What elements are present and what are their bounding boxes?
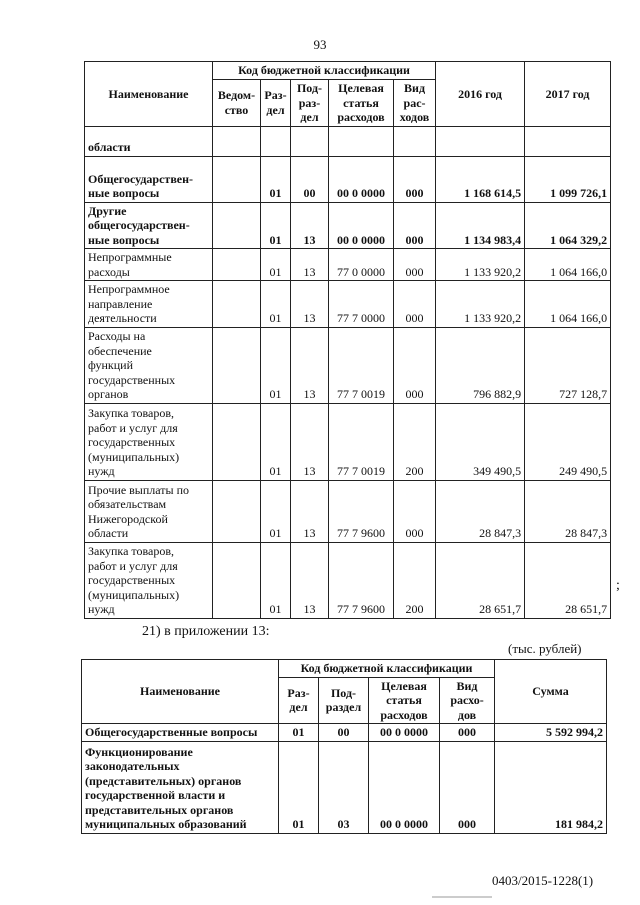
budget-table-2016-2017 [84,61,611,619]
page-number: 93 [313,37,327,52]
row-value-2016: 796 882,9 [436,327,525,403]
row-dept [213,480,261,542]
row-value-2016 [436,126,525,156]
row-name: Непрограммное направление деятельности [85,281,213,328]
header-code-group: Код бюджетной классификации [213,62,436,80]
row-dept [213,281,261,328]
row-value-2016: 1 168 614,5 [436,156,525,202]
row-dept [213,403,261,480]
t2-header-exp-type: Вид расхо- дов [440,677,495,724]
row-value-2017 [525,126,611,156]
row-subsection: 13 [291,327,329,403]
row-section: 01 [261,327,291,403]
row-target: 77 0 0000 [329,249,394,281]
row-subsection: 13 [291,542,329,618]
row-exp-type: 000 [394,249,436,281]
row-target: 00 0 0000 [369,741,440,833]
row-name: области [85,126,213,156]
row-value-2016: 1 133 920,2 [436,249,525,281]
row-value-2017: 1 064 166,0 [525,281,611,328]
row-name: Непрограммные расходы [85,249,213,281]
document-code: 0403/2015-1228(1) [492,873,594,888]
row-value-2016: 28 651,7 [436,542,525,618]
header-exp-type: Вид рас- ходов [394,80,436,127]
row-subsection: 13 [291,281,329,328]
t2-header-section: Раз- дел [279,677,319,724]
table-row [85,327,611,403]
row-exp-type: 000 [394,156,436,202]
row-dept [213,202,261,249]
row-subsection: 00 [319,724,369,742]
t2-header-code-group: Код бюджетной классификации [279,660,495,678]
table-row [85,542,611,618]
row-value-2017: 1 064 166,0 [525,249,611,281]
table-row [85,480,611,542]
row-exp-type: 000 [394,202,436,249]
row-value-2016: 1 134 983,4 [436,202,525,249]
budget-table-appendix-13 [81,659,607,834]
row-exp-type [394,126,436,156]
row-exp-type: 000 [440,741,495,833]
table-row [82,724,607,742]
row-value-2016: 349 490,5 [436,403,525,480]
row-subsection [291,126,329,156]
semicolon: ; [616,578,620,593]
header-name: Наименование [85,62,213,127]
header-year-2016: 2016 год [436,62,525,127]
row-name: Закупка товаров, работ и услуг для государственных (муниципальных) нужд [85,403,213,480]
row-sum: 181 984,2 [495,741,607,833]
item-line: 21) в приложении 13: [142,624,270,639]
row-value-2017: 727 128,7 [525,327,611,403]
row-subsection: 13 [291,403,329,480]
row-name: Прочие выплаты по обязательствам Нижегородской области [85,480,213,542]
table-row [85,126,611,156]
row-target: 00 0 0000 [329,202,394,249]
t2-header-subsection: Под- раздел [319,677,369,724]
row-name: Другие общегосударствен- ные вопросы [85,202,213,249]
row-dept [213,156,261,202]
row-exp-type: 200 [394,403,436,480]
row-target: 00 0 0000 [329,156,394,202]
row-subsection: 00 [291,156,329,202]
header-section: Раз- дел [261,80,291,127]
row-exp-type: 000 [394,480,436,542]
row-target: 00 0 0000 [369,724,440,742]
row-subsection: 13 [291,202,329,249]
t2-header-name: Наименование [82,660,279,724]
row-section: 01 [261,281,291,328]
row-value-2017: 28 651,7 [525,542,611,618]
t2-header-sum: Сумма [495,660,607,724]
row-name: Функционирование законодательных (представительных) органов государственной власти и представительных органов муниципальных образований [82,741,279,833]
row-value-2016: 1 133 920,2 [436,281,525,328]
header-year-2017: 2017 год [525,62,611,127]
table1-body [85,126,611,618]
table-row [82,741,607,833]
units-label: (тыс. рублей) [508,641,582,656]
table-row [85,202,611,249]
header-target: Целевая статья расходов [329,80,394,127]
table-row [85,156,611,202]
row-section: 01 [279,724,319,742]
row-name: Общегосударственные вопросы [82,724,279,742]
row-value-2017: 1 099 726,1 [525,156,611,202]
row-section: 01 [261,542,291,618]
row-exp-type: 000 [394,281,436,328]
row-dept [213,542,261,618]
row-target: 77 7 9600 [329,542,394,618]
row-value-2017: 1 064 329,2 [525,202,611,249]
row-name: Расходы на обеспечение функций государственных органов [85,327,213,403]
row-name: Закупка товаров, работ и услуг для государственных (муниципальных) нужд [85,542,213,618]
row-name: Общегосударствен- ные вопросы [85,156,213,202]
row-section: 01 [279,741,319,833]
row-target: 77 7 9600 [329,480,394,542]
row-sum: 5 592 994,2 [495,724,607,742]
row-section [261,126,291,156]
row-section: 01 [261,403,291,480]
row-exp-type: 200 [394,542,436,618]
row-value-2017: 28 847,3 [525,480,611,542]
row-subsection: 03 [319,741,369,833]
row-section: 01 [261,480,291,542]
header-subsection: Под- раз- дел [291,80,329,127]
row-target [329,126,394,156]
row-dept [213,126,261,156]
row-target: 77 7 0000 [329,281,394,328]
table-row [85,403,611,480]
table2-body [82,724,607,834]
row-dept [213,327,261,403]
row-exp-type: 000 [394,327,436,403]
row-value-2016: 28 847,3 [436,480,525,542]
scan-artifact [432,896,492,898]
t2-header-target: Целевая статья расходов [369,677,440,724]
row-target: 77 7 0019 [329,403,394,480]
row-subsection: 13 [291,249,329,281]
table-row [85,281,611,328]
row-exp-type: 000 [440,724,495,742]
row-section: 01 [261,156,291,202]
row-section: 01 [261,249,291,281]
header-dept: Ведом- ство [213,80,261,127]
row-section: 01 [261,202,291,249]
row-dept [213,249,261,281]
row-target: 77 7 0019 [329,327,394,403]
row-subsection: 13 [291,480,329,542]
row-value-2017: 249 490,5 [525,403,611,480]
table-row [85,249,611,281]
